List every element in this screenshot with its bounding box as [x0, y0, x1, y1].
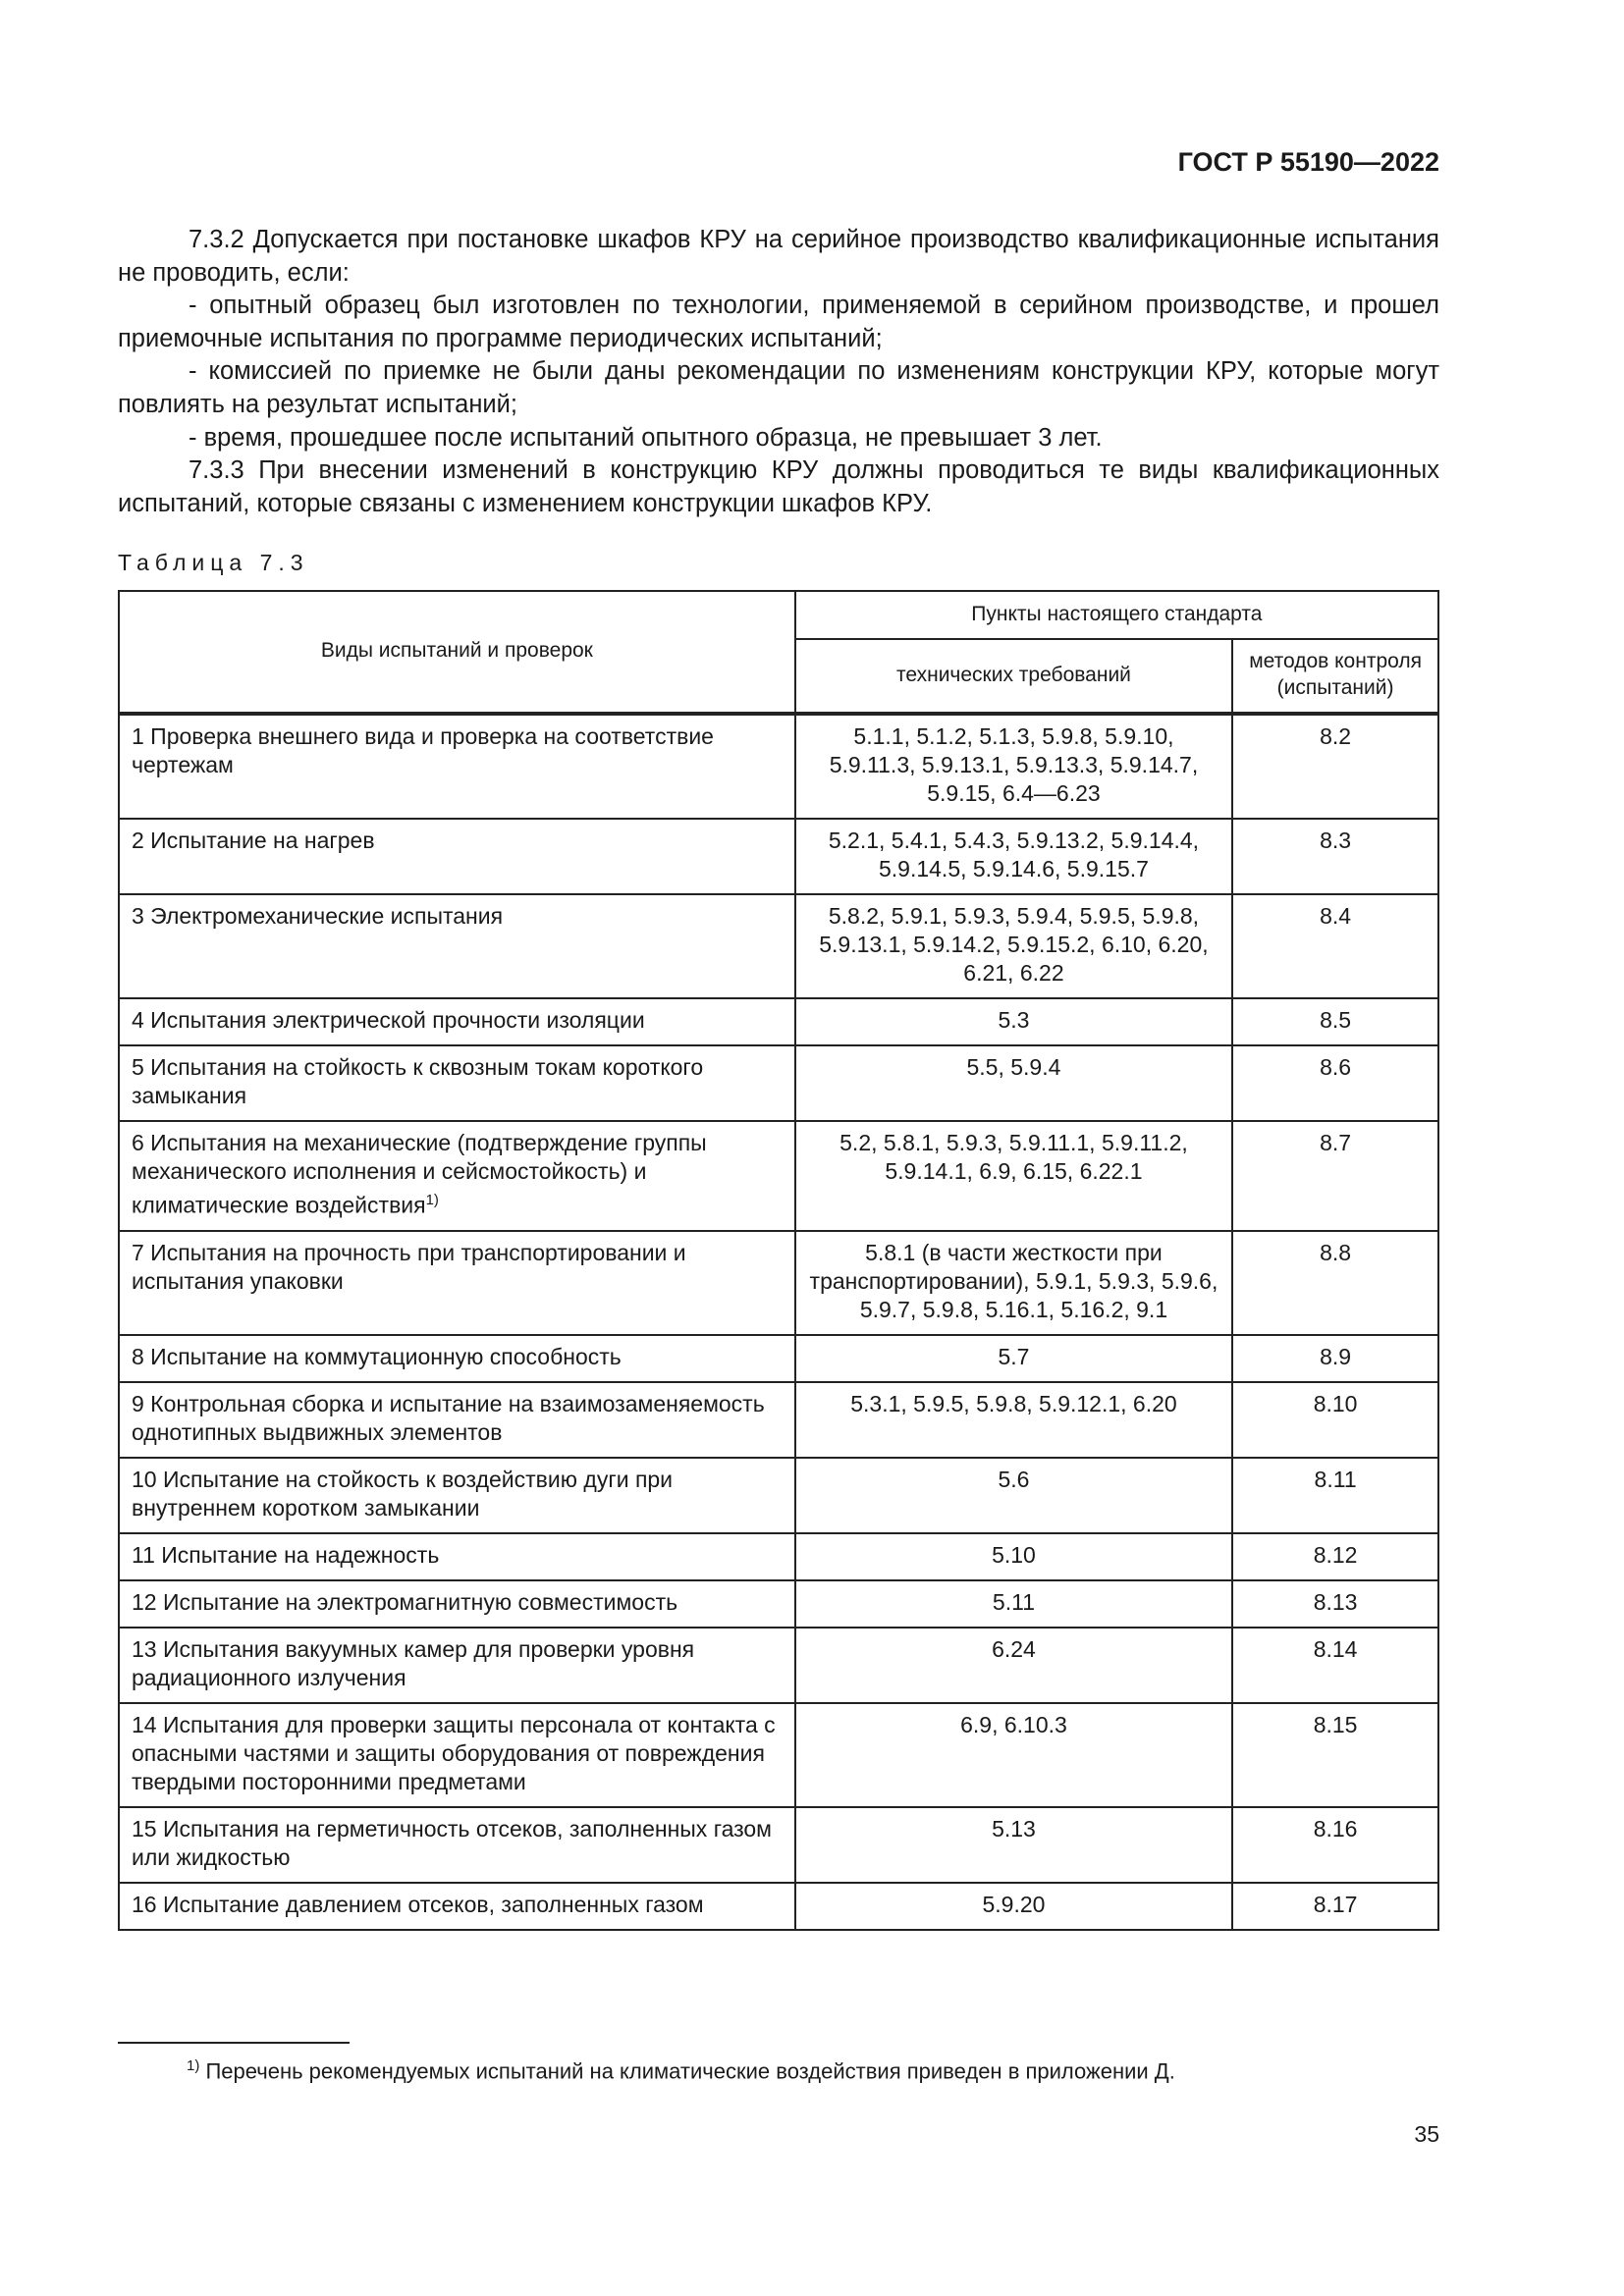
requirements-clauses: 5.7: [795, 1335, 1232, 1382]
table-row: [119, 1045, 1438, 1121]
table-row: [119, 1628, 1438, 1703]
table-row: [119, 1458, 1438, 1533]
table-row: [119, 1580, 1438, 1628]
test-name-cell: [119, 998, 795, 1045]
requirements-clauses: 5.3: [795, 998, 1232, 1045]
control-method-clause: 8.6: [1232, 1045, 1438, 1121]
test-name: 7 Испытания на прочность при транспортировании и испытания упаковки: [132, 1239, 686, 1294]
control-method-clause: 8.13: [1232, 1580, 1438, 1628]
test-name: 9 Контрольная сборка и испытание на взаимозаменяемость однотипных выдвижных элементов: [132, 1390, 765, 1445]
table-caption: Таблица 7.3: [118, 550, 309, 575]
requirements-clauses: 5.2.1, 5.4.1, 5.4.3, 5.9.13.2, 5.9.14.4, 5.9.14.5, 5.9.14.6, 5.9.15.7: [795, 819, 1232, 894]
table-row: [119, 1121, 1438, 1231]
requirements-clauses: 5.3.1, 5.9.5, 5.9.8, 5.9.12.1, 6.20: [795, 1382, 1232, 1458]
test-name-cell: [119, 1580, 795, 1628]
table-row: [119, 1231, 1438, 1335]
test-name: 16 Испытание давлением отсеков, заполненных газом: [132, 1891, 704, 1917]
control-method-clause: 8.3: [1232, 819, 1438, 894]
table-row: [119, 1382, 1438, 1458]
list-item-2: - комиссией по приемке не были даны рекомендации по изменениям конструкции КРУ, которые могут повлиять на результат испытаний;: [118, 357, 1439, 418]
requirements-clauses: 5.9.20: [795, 1883, 1232, 1930]
footnote-reference: 1): [425, 1192, 439, 1208]
table-row: [119, 894, 1438, 998]
table-row: [119, 1703, 1438, 1807]
test-name-cell: [119, 1045, 795, 1121]
control-method-clause: 8.9: [1232, 1335, 1438, 1382]
test-name: 10 Испытание на стойкость к воздействию дуги при внутреннем коротком замыкании: [132, 1466, 674, 1521]
header-test-types: Виды испытаний и проверок: [119, 591, 795, 714]
requirements-clauses: 5.13: [795, 1807, 1232, 1883]
control-method-clause: 8.14: [1232, 1628, 1438, 1703]
test-name-cell: [119, 1335, 795, 1382]
test-name: 3 Электромеханические испытания: [132, 903, 504, 929]
header-standard-clauses: Пункты настоящего стандарта: [795, 591, 1438, 639]
test-name: 2 Испытание на нагрев: [132, 828, 375, 853]
test-name-cell: [119, 1628, 795, 1703]
test-name: 12 Испытание на электромагнитную совместимость: [132, 1588, 678, 1615]
test-name-cell: [119, 1703, 795, 1807]
control-method-clause: 8.10: [1232, 1382, 1438, 1458]
list-item-3: - время, прошедшее после испытаний опытного образца, не превышает 3 лет.: [189, 423, 1103, 452]
test-name: 1 Проверка внешнего вида и проверка на соответствие чертежам: [132, 723, 714, 777]
control-method-clause: 8.8: [1232, 1231, 1438, 1335]
requirements-clauses: 5.1.1, 5.1.2, 5.1.3, 5.9.8, 5.9.10, 5.9.11.3, 5.9.13.1, 5.9.13.3, 5.9.14.7, 5.9.15, 6.4—6.23: [795, 714, 1232, 819]
paragraph-7-3-3: 7.3.3 При внесении изменений в конструкцию КРУ должны проводиться те виды квалификационных испытаний, которые связаны с изменением конструкции шкафов КРУ.: [118, 456, 1439, 517]
footnote: [187, 2057, 1175, 2084]
control-method-clause: 8.12: [1232, 1533, 1438, 1580]
test-name: 5 Испытания на стойкость к сквозным токам короткого замыкания: [132, 1054, 704, 1108]
table-row: [119, 1883, 1438, 1930]
test-name-cell: [119, 1121, 795, 1231]
footnote-text: Перечень рекомендуемых испытаний на климатические воздействия приведен в приложении Д.: [205, 2058, 1175, 2084]
list-item-1: - опытный образец был изготовлен по технологии, применяемой в серийном производстве, и прошел приемочные испытания по программе периодических испытаний;: [118, 292, 1439, 352]
test-name-cell: [119, 1807, 795, 1883]
footnote-mark: 1): [187, 2057, 200, 2074]
control-method-clause: 8.7: [1232, 1121, 1438, 1231]
requirements-clauses: 5.6: [795, 1458, 1232, 1533]
requirements-clauses: 6.24: [795, 1628, 1232, 1703]
test-name: 14 Испытания для проверки защиты персонала от контакта с опасными частями и защиты оборудования от повреждения твердыми посторонними предметами: [132, 1711, 776, 1794]
header-control-methods: методов контроля (испытаний): [1232, 639, 1438, 714]
header-technical-requirements: технических требований: [795, 639, 1232, 714]
test-name: 4 Испытания электрической прочности изоляции: [132, 1007, 645, 1033]
test-name-cell: [119, 714, 795, 819]
table-row: [119, 1533, 1438, 1580]
requirements-clauses: 6.9, 6.10.3: [795, 1703, 1232, 1807]
table-row: [119, 1335, 1438, 1382]
document-header: ГОСТ Р 55190—2022: [1177, 147, 1439, 177]
control-method-clause: 8.15: [1232, 1703, 1438, 1807]
test-name: 15 Испытания на герметичность отсеков, заполненных газом или жидкостью: [132, 1815, 772, 1870]
table-row: [119, 1807, 1438, 1883]
control-method-clause: 8.5: [1232, 998, 1438, 1045]
test-name: 6 Испытания на механические (подтверждение группы механического исполнения и сейсмостойкость) и климатические воздействия: [132, 1130, 707, 1218]
requirements-clauses: 5.8.1 (в части жесткости при транспортировании), 5.9.1, 5.9.3, 5.9.6, 5.9.7, 5.9.8, 5.16.1, 5.16.2, 9.1: [795, 1231, 1232, 1335]
test-name-cell: [119, 894, 795, 998]
tests-table: [118, 590, 1439, 1931]
requirements-clauses: 5.10: [795, 1533, 1232, 1580]
test-name-cell: [119, 819, 795, 894]
control-method-clause: 8.17: [1232, 1883, 1438, 1930]
control-method-clause: 8.2: [1232, 714, 1438, 819]
test-name: 13 Испытания вакуумных камер для проверки уровня радиационного излучения: [132, 1635, 695, 1690]
table-row: [119, 819, 1438, 894]
requirements-clauses: 5.5, 5.9.4: [795, 1045, 1232, 1121]
requirements-clauses: 5.8.2, 5.9.1, 5.9.3, 5.9.4, 5.9.5, 5.9.8, 5.9.13.1, 5.9.14.2, 5.9.15.2, 6.10, 6.20, 6.21, 6.22: [795, 894, 1232, 998]
test-name-cell: [119, 1533, 795, 1580]
test-name: 11 Испытание на надежность: [132, 1541, 440, 1568]
body-text: [118, 224, 1439, 520]
page-number: 35: [1414, 2121, 1439, 2147]
test-name-cell: [119, 1458, 795, 1533]
test-name: 8 Испытание на коммутационную способность: [132, 1343, 622, 1369]
table-row: [119, 714, 1438, 819]
requirements-clauses: 5.11: [795, 1580, 1232, 1628]
control-method-clause: 8.4: [1232, 894, 1438, 998]
control-method-clause: 8.11: [1232, 1458, 1438, 1533]
test-name-cell: [119, 1231, 795, 1335]
test-name-cell: [119, 1382, 795, 1458]
test-name-cell: [119, 1883, 795, 1930]
table-row: [119, 998, 1438, 1045]
paragraph-7-3-2: 7.3.2 Допускается при постановке шкафов КРУ на серийное производство квалификационные испытания не проводить, если:: [118, 226, 1439, 287]
control-method-clause: 8.16: [1232, 1807, 1438, 1883]
requirements-clauses: 5.2, 5.8.1, 5.9.3, 5.9.11.1, 5.9.11.2, 5.9.14.1, 6.9, 6.15, 6.22.1: [795, 1121, 1232, 1231]
footnote-separator: [118, 2042, 350, 2044]
